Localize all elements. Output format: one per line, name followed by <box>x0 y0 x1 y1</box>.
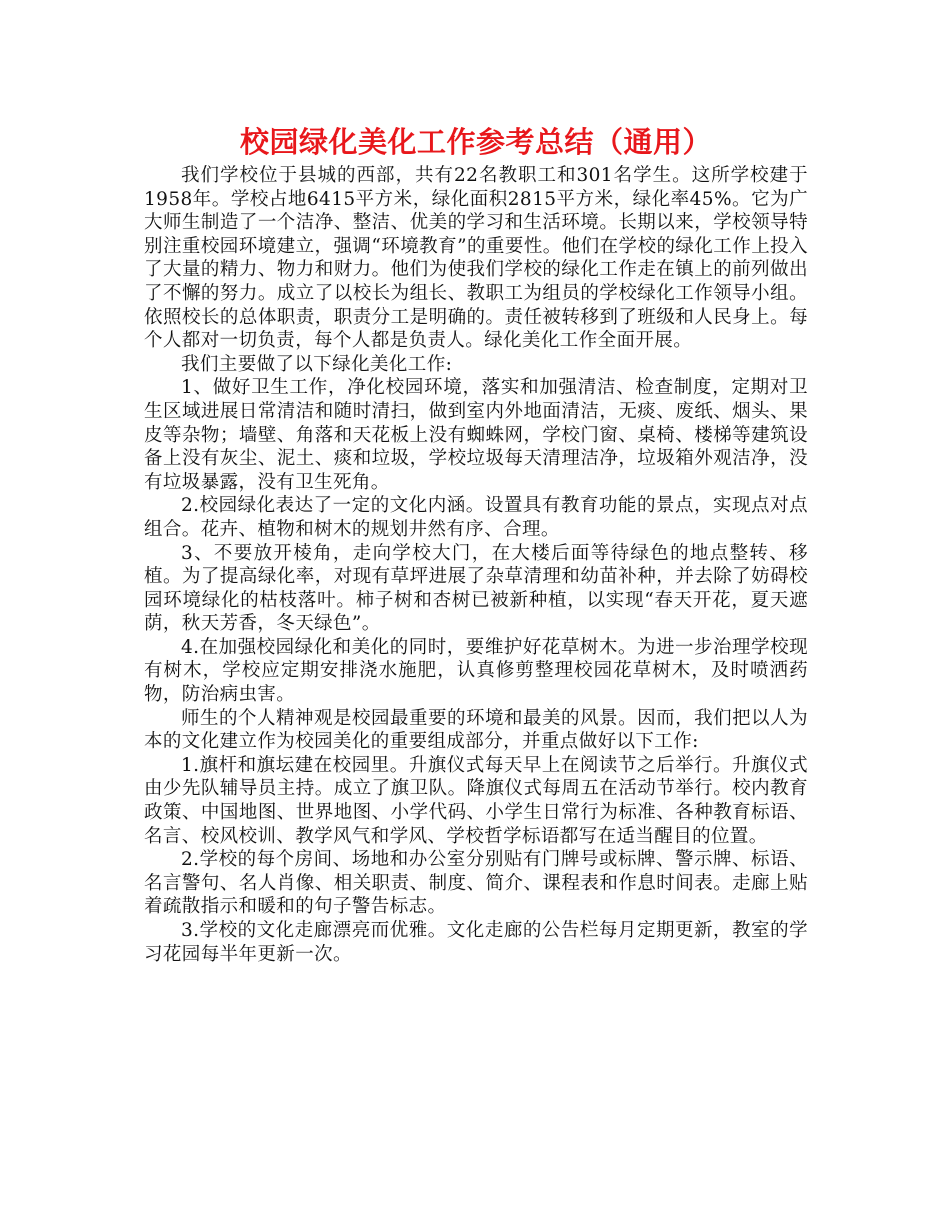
paragraph-work-intro: 我们主要做了以下绿化美化工作: <box>181 353 453 375</box>
paragraph-culture-intro: 师生的个人精神观是校园最重要的环境和最美的风景。因而，我们把以人为本的文化建立作为校园美化的重要组成部分，并重点做好以下工作: <box>144 707 808 753</box>
paragraph-culture-3: 3.学校的文化走廊漂亮而优雅。文化走廊的公告栏每月定期更新，教室的学习花园每半年更新一次。 <box>144 920 808 965</box>
document-page <box>144 120 808 966</box>
paragraph-culture-2: 2.学校的每个房间、场地和办公室分别贴有门牌号或标牌、警示牌、标语、名言警句、名人肖像、相关职责、制度、简介、课程表和作息时间表。走廊上贴着疏散指示和暖和的句子警告标志。 <box>144 849 808 918</box>
document-body <box>144 164 808 966</box>
paragraph-intro: 我们学校位于县城的西部，共有22名教职工和301名学生。这所学校建于1958年。学校占地6415平方米，绿化面积2815平方米，绿化率45%。它为广大师生制造了一个洁净、整洁、优美的学习和生活环境。长期以来，学校领导特别注重校园环境建立，强调“环境教育”的重要性。他们在学校的绿化工作上投入了大量的精力、物力和财力。他们为使我们学校的绿化工作走在镇上的前列做出了不懈的努力。成立了以校长为组长、教职工为组员的学校绿化工作领导小组。依照校长的总体职责，职责分工是明确的。责任被转移到了班级和人民身上。每个人都对一切负责，每个人都是负责人。绿化美化工作全面开展。 <box>144 165 808 352</box>
paragraph-item-4: 4.在加强校园绿化和美化的同时，要维护好花草树木。为进一步治理学校现有树木，学校应定期安排浇水施肥，认真修剪整理校园花草树木，及时喷洒药物，防治病虫害。 <box>144 636 808 706</box>
document-title: 校园绿化美化工作参考总结（通用） <box>239 125 712 159</box>
paragraph-item-2: 2.校园绿化表达了一定的文化内涵。设置具有教育功能的景点，实现点对点组合。花卉、植物和树木的规划井然有序、合理。 <box>144 495 808 540</box>
paragraph-item-3: 3、不要放开棱角，走向学校大门，在大楼后面等待绿色的地点整转、移植。为了提高绿化率，对现有草坪进展了杂草清理和幼苗补种，并去除了妨碍校园环境绿化的枯枝落叶。柿子树和杏树已被新种植，以实现“春天开花，夏天遮荫，秋天芳香，冬天绿色”。 <box>144 542 808 635</box>
paragraph-culture-1: 1.旗杆和旗坛建在校园里。升旗仪式每天早上在阅读节之后举行。升旗仪式由少先队辅导员主持。成立了旗卫队。降旗仪式每周五在活动节举行。校内教育政策、中国地图、世界地图、小学代码、小学生日常行为标准、各种教育标语、名言、校风校训、教学风气和学风、学校哲学标语都写在适当醒目的位置。 <box>144 754 808 847</box>
paragraph-item-1: 1、做好卫生工作，净化校园环境，落实和加强清洁、检查制度，定期对卫生区域进展日常清洁和随时清扫，做到室内外地面清洁，无痰、废纸、烟头、果皮等杂物；墙壁、角落和天花板上没有蜘蛛网，学校门窗、桌椅、楼梯等建筑设备上没有灰尘、泥土、痰和垃圾，学校垃圾每天清理洁净，垃圾箱外观洁净，没有垃圾暴露，没有卫生死角。 <box>144 377 808 493</box>
